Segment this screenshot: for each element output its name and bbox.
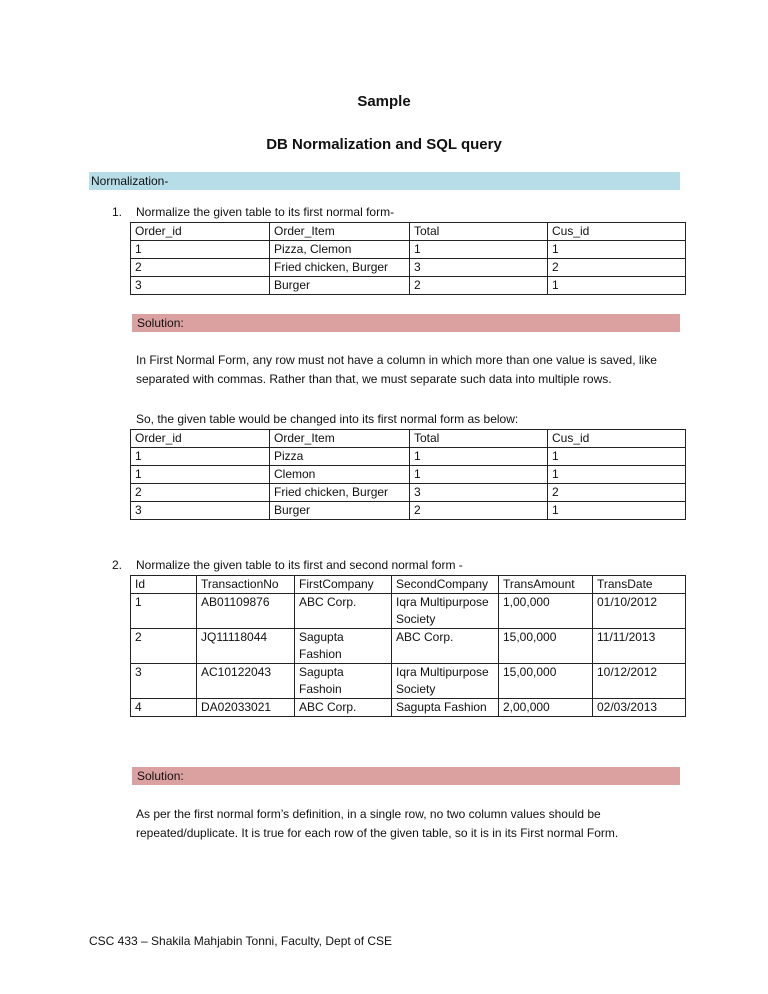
table-cell: 3 <box>131 277 270 295</box>
table-cell: 2 <box>548 259 686 277</box>
table-row <box>131 259 686 277</box>
page-title: Sample <box>357 93 411 110</box>
table-row <box>131 448 686 466</box>
solution-2-paragraph: As per the first normal form’s definition, in a single row, no two column values should be repeated/duplicate. It is true for each row of the given table, so it is in its First normal Form. <box>136 807 619 840</box>
table-cell: Clemon <box>270 466 410 484</box>
table-header-cell: Total <box>410 430 548 448</box>
table-header-cell: Id <box>131 576 197 594</box>
table-cell: 1 <box>410 448 548 466</box>
table-cell: 1 <box>548 466 686 484</box>
table-cell: 2,00,000 <box>499 699 593 717</box>
table-cell: Sagupta Fashion <box>392 699 499 717</box>
solution-1-intro: So, the given table would be changed into its first normal form as below: <box>136 412 519 426</box>
table-cell: Burger <box>270 277 410 295</box>
table-cell: 2 <box>410 277 548 295</box>
table-header-cell: Order_Item <box>270 223 410 241</box>
table-cell: 2 <box>131 484 270 502</box>
table-cell: ABC Corp. <box>295 594 392 629</box>
table-cell: ABC Corp. <box>295 699 392 717</box>
table-cell: Burger <box>270 502 410 520</box>
table-header-row <box>131 430 686 448</box>
table-cell: Pizza <box>270 448 410 466</box>
table-row <box>131 466 686 484</box>
q1-solution-table <box>130 429 686 520</box>
table-row <box>131 484 686 502</box>
table-cell: 1 <box>548 241 686 259</box>
table-row <box>131 699 686 717</box>
table-row <box>131 594 686 629</box>
table-cell: Iqra Multipurpose Society <box>392 594 499 629</box>
table-row <box>131 664 686 699</box>
table-cell: 1 <box>410 466 548 484</box>
q2-given-table <box>130 575 686 717</box>
table-cell: 01/10/2012 <box>593 594 686 629</box>
table-cell: Sagupta Fashoin <box>295 664 392 699</box>
table-cell: 15,00,000 <box>499 664 593 699</box>
table-cell: 2 <box>131 259 270 277</box>
question-1-number: 1. <box>112 205 123 219</box>
table-header-row <box>131 576 686 594</box>
table-header-cell: SecondCompany <box>392 576 499 594</box>
table-cell: 1 <box>131 594 197 629</box>
table-cell: AC10122043 <box>197 664 295 699</box>
table-cell: Sagupta Fashion <box>295 629 392 664</box>
table-row <box>131 629 686 664</box>
table-row <box>131 502 686 520</box>
table-cell: 1 <box>410 241 548 259</box>
table-cell: 3 <box>410 484 548 502</box>
q1-given-table <box>130 222 686 295</box>
solution-1-paragraph: In First Normal Form, any row must not have a column in which more than one value is saved, like separated with commas. Rather than that, we must separate such data into multiple rows. <box>136 353 657 386</box>
page-footer: CSC 433 – Shakila Mahjabin Tonni, Faculty, Dept of CSE <box>89 934 393 948</box>
table-cell: Fried chicken, Burger <box>270 259 410 277</box>
table-cell: 1 <box>131 241 270 259</box>
table-cell: 1 <box>131 448 270 466</box>
table-header-cell: Cus_id <box>548 223 686 241</box>
table-cell: AB01109876 <box>197 594 295 629</box>
table-header-cell: TransAmount <box>499 576 593 594</box>
table-header-cell: TransactionNo <box>197 576 295 594</box>
table-cell: ABC Corp. <box>392 629 499 664</box>
table-header-cell: Order_id <box>131 430 270 448</box>
table-cell: 3 <box>131 502 270 520</box>
table-header-cell: FirstCompany <box>295 576 392 594</box>
table-cell: 1 <box>131 466 270 484</box>
table-cell: Fried chicken, Burger <box>270 484 410 502</box>
table-cell: Pizza, Clemon <box>270 241 410 259</box>
table-cell: 4 <box>131 699 197 717</box>
table-cell: 2 <box>548 484 686 502</box>
solution-2-header <box>132 767 680 785</box>
table-cell: 2 <box>410 502 548 520</box>
table-cell: 10/12/2012 <box>593 664 686 699</box>
section-header-normalization <box>89 172 680 190</box>
table-header-cell: Order_Item <box>270 430 410 448</box>
table-cell: 11/11/2013 <box>593 629 686 664</box>
table-header-cell: Total <box>410 223 548 241</box>
section-label: Normalization- <box>91 174 169 188</box>
table-cell: 02/03/2013 <box>593 699 686 717</box>
table-cell: Iqra Multipurpose Society <box>392 664 499 699</box>
table-header-cell: Cus_id <box>548 430 686 448</box>
table-cell: JQ11118044 <box>197 629 295 664</box>
table-header-cell: Order_id <box>131 223 270 241</box>
table-header-cell: TransDate <box>593 576 686 594</box>
table-cell: 2 <box>131 629 197 664</box>
solution-label: Solution: <box>137 316 184 330</box>
page-subtitle: DB Normalization and SQL query <box>266 136 502 153</box>
table-row <box>131 241 686 259</box>
question-2-number: 2. <box>112 558 123 572</box>
table-cell: 3 <box>410 259 548 277</box>
table-cell: DA02033021 <box>197 699 295 717</box>
question-1-text: Normalize the given table to its first normal form- <box>136 205 395 219</box>
table-row <box>131 277 686 295</box>
table-cell: 1,00,000 <box>499 594 593 629</box>
question-2-text: Normalize the given table to its first and second normal form - <box>136 558 463 572</box>
table-header-row <box>131 223 686 241</box>
table-cell: 1 <box>548 448 686 466</box>
table-cell: 1 <box>548 502 686 520</box>
solution-label: Solution: <box>137 769 184 783</box>
table-cell: 3 <box>131 664 197 699</box>
solution-1-header <box>132 314 680 332</box>
table-cell: 15,00,000 <box>499 629 593 664</box>
table-cell: 1 <box>548 277 686 295</box>
